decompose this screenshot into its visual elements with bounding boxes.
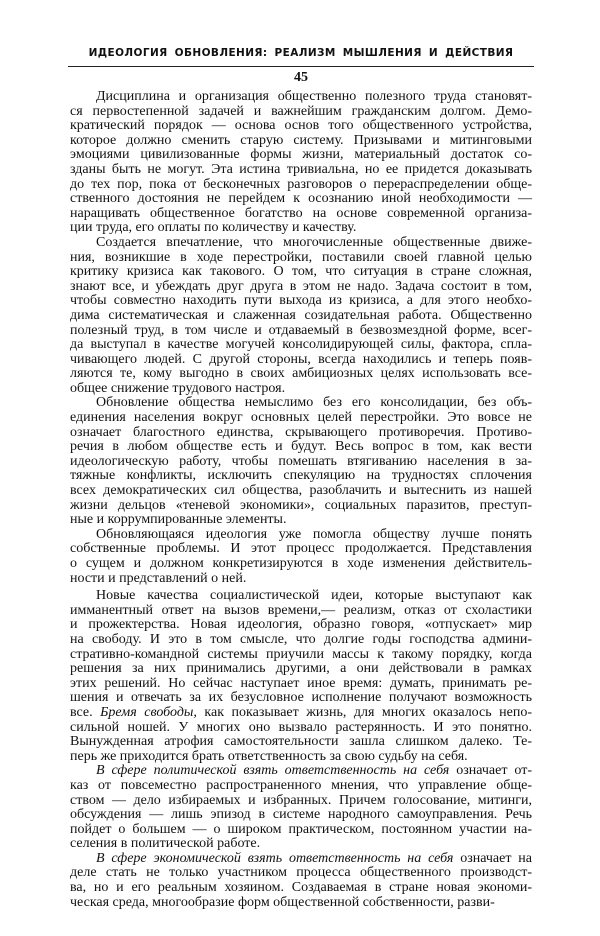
text-line: стративно-командной системы приучили массы к такому порядку, когда bbox=[70, 646, 532, 662]
text-line: всех демократических сил общества, разоблачить и вытеснить из нашей bbox=[70, 483, 532, 499]
text-line: тяжные конфликты, исключить спекуляцию на трудностях сплочения bbox=[70, 468, 532, 484]
text-line: ва, но и его реальным хозяином. Создаваемая в стране новая экономи- bbox=[70, 880, 532, 896]
text-span: означает от- bbox=[449, 763, 532, 779]
text-line: идеологическую работу, чтобы помешать втягиванию населения в за- bbox=[70, 453, 532, 469]
text-line: зданы быть не могут. Эта истина тривиальна, но ее придется доказывать bbox=[70, 161, 532, 177]
paragraph bbox=[70, 764, 532, 852]
text-line: обсуждения — лишь эпизод в системе народного самоуправления. Речь bbox=[70, 807, 532, 823]
text-line: этих решений. Но сейчас наступает иное время: думать, принимать ре- bbox=[70, 675, 532, 691]
text-line: деле стать не только участником процесса общественного производст- bbox=[70, 865, 532, 881]
text-line: пойдет о большем — о широком практическом, постоянном участии на- bbox=[70, 821, 532, 837]
text-line: наращивать общественное богатство на основе современной организа- bbox=[70, 205, 532, 221]
paragraph bbox=[70, 589, 532, 764]
text-line: Создается впечатление, что многочисленные общественные движе- bbox=[96, 234, 532, 250]
text-line: собственные проблемы. И этот процесс продолжается. Представления bbox=[70, 541, 532, 557]
paragraph bbox=[70, 852, 532, 910]
running-header: ИДЕОЛОГИЯ ОБНОВЛЕНИЯ: РЕАЛИЗМ МЫШЛЕНИЯ И ДЕЙСТВИЯ bbox=[88, 47, 514, 59]
text-line: ния, возникшие в ходе перестройки, поставили своей главной целью bbox=[70, 249, 532, 265]
text-line: Новые качества социалистической идеи, которые выступают как bbox=[96, 588, 532, 604]
italic-emphasis: В сфере политической взять ответственность на себя bbox=[96, 763, 450, 779]
text-line: каз от повсеместно распространенного мнения, что управление обще- bbox=[70, 777, 532, 793]
text-line bbox=[70, 852, 532, 867]
text-line: до тех пор, пока от бесконечных разговоров о перераспределении обще- bbox=[70, 176, 532, 192]
text-line: ности и представлений о ней. bbox=[70, 570, 247, 586]
text-line: знают все, и убеждать друг друга в этом не надо. Задача состоит в том, bbox=[70, 278, 532, 294]
body-text bbox=[70, 90, 532, 910]
text-line bbox=[70, 706, 532, 721]
text-line: ции труда, его оплаты по количеству и качеству. bbox=[70, 220, 357, 236]
text-line: ческая среда, многообразие форм общественной собственности, разви- bbox=[70, 894, 495, 910]
italic-emphasis: Бремя свободы, bbox=[100, 704, 197, 720]
text-line: дима систематическая и слаженная созидательная работа. Общественно bbox=[70, 307, 532, 323]
text-line: речия в любом обществе есть и будут. Весь вопрос в том, как вести bbox=[70, 439, 532, 455]
text-line: ственного достояния не перейдем к осознанию иной необходимости — bbox=[70, 191, 532, 207]
paragraph bbox=[70, 90, 532, 236]
text-line: которое должно сменить старую систему. Призывами и митинговыми bbox=[70, 132, 532, 148]
text-line: жизни дельцов «теневой экономики», социальных паразитов, преступ- bbox=[70, 497, 532, 513]
text-line: единения населения вокруг основных целей перестройки. Это вовсе не bbox=[70, 410, 532, 426]
italic-emphasis: В сфере экономической взять ответственность на себя bbox=[96, 850, 454, 866]
text-line: и прожектерства. Новая идеология, образно говоря, «отпускает» мир bbox=[70, 617, 532, 633]
text-line: полезный труд, в том числе и отдаваемый в безвозмездной форме, всег- bbox=[70, 322, 532, 338]
paragraph bbox=[70, 236, 532, 397]
paragraph bbox=[70, 396, 532, 527]
text-line: кратический порядок — основа основ того общественного устройства, bbox=[70, 118, 532, 134]
text-line: ляются те, кому выгодно в своих амбициозных целях использовать все- bbox=[70, 366, 532, 382]
paragraph bbox=[70, 528, 532, 586]
text-line: перь же приходится брать ответственность за свою судьбу на себя. bbox=[70, 748, 468, 764]
text-line: критику кризиса как такового. О том, что ситуация в стране сложная, bbox=[70, 264, 532, 280]
text-line: чивающего людей. С другой стороны, всегда находились и теперь появ- bbox=[70, 351, 532, 367]
text-line: сильной ношей. У многих оно вызвало растерянность. И это понятно. bbox=[70, 719, 532, 735]
text-line: Дисциплина и организация общественно полезного труда становят- bbox=[96, 89, 532, 104]
text-line: Обновление общества немыслимо без его консолидации, без объ- bbox=[96, 395, 532, 411]
header-rule bbox=[68, 66, 534, 67]
text-line: Обновляющаяся идеология уже помогла обществу лучше понять bbox=[96, 526, 532, 542]
text-line: эмоциями цивилизованные формы жизни, материальный достаток со- bbox=[70, 147, 532, 163]
text-line: ством — дело избираемых и избранных. Причем голосование, митинги, bbox=[70, 792, 532, 808]
text-line: шения и отвечать за их безусловное исполнение получают возможность bbox=[70, 690, 532, 706]
text-line: ся первостепенной задачей и важнейшим гражданским долгом. Демо- bbox=[70, 103, 532, 119]
text-line: селения в политической работе. bbox=[70, 836, 261, 852]
text-line: на свободу. И это в том смысле, что долгие годы господства админи- bbox=[70, 631, 532, 647]
text-span: как показывает жизнь, для многих оказалось непо- bbox=[196, 704, 532, 720]
text-line: решения за них принимались другими, а они действовали в рамках bbox=[70, 661, 532, 677]
text-line bbox=[70, 764, 532, 779]
text-span: означает на bbox=[453, 850, 532, 866]
text-line: чтобы совместно находить пути выхода из кризиса, а для этого необхо- bbox=[70, 293, 532, 309]
text-line: да выступал в качестве могучей консолидирующей силы, фактора, спла- bbox=[70, 337, 532, 353]
text-line: ные и коррумпированные элементы. bbox=[70, 512, 287, 528]
page-number: 45 bbox=[294, 70, 308, 85]
text-line: имманентный ответ на вызов времени,— реализм, отказ от схоластики bbox=[70, 602, 532, 618]
text-line: о сущем и должном конкретизируются в ходе изменения действитель- bbox=[70, 556, 532, 571]
text-line: общее снижение трудового настроя. bbox=[70, 380, 286, 396]
text-line: означает благостного единства, скрывающего противоречия. Противо- bbox=[70, 424, 532, 440]
text-span: все. bbox=[70, 704, 101, 720]
text-line: Вынужденная атрофия самостоятельности зашла слишком далеко. Те- bbox=[70, 734, 532, 750]
